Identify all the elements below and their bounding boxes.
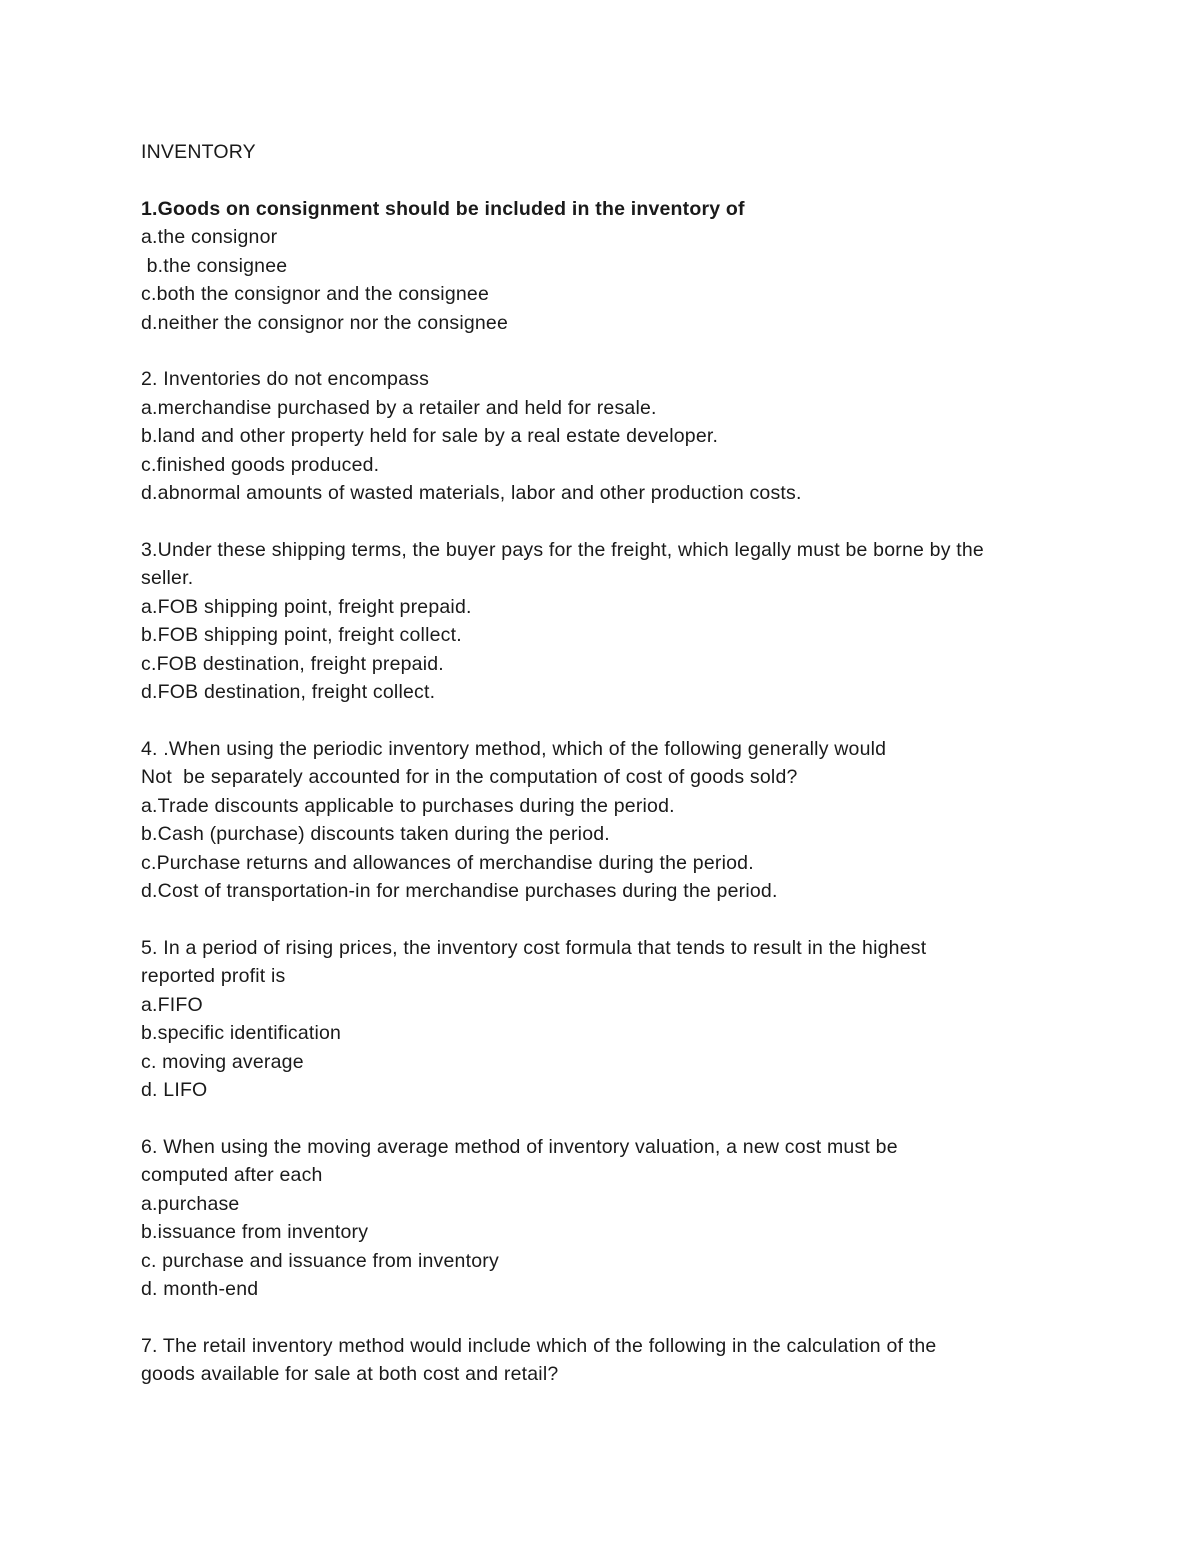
question-5-option-d: d. LIFO xyxy=(141,1079,208,1101)
document-page xyxy=(141,138,1071,1417)
document-title: INVENTORY xyxy=(141,141,256,163)
question-3-option-a: a.FOB shipping point, freight prepaid. xyxy=(141,595,472,618)
question-6-text-line-2: computed after each xyxy=(141,1164,323,1186)
question-3 xyxy=(141,536,1071,707)
question-2-option-a: a.merchandise purchased by a retailer and held for resale. xyxy=(141,396,657,419)
question-4-option-b: b.Cash (purchase) discounts taken during the period. xyxy=(141,823,610,845)
question-6-option-c: c. purchase and issuance from inventory xyxy=(141,1249,499,1272)
question-7-text-line-2: goods available for sale at both cost and retail? xyxy=(141,1363,559,1385)
question-2-option-c: c.finished goods produced. xyxy=(141,453,380,476)
question-3-option-b: b.FOB shipping point, freight collect. xyxy=(141,624,462,646)
question-4-option-d: d.Cost of transportation-in for merchandise purchases during the period. xyxy=(141,880,778,902)
question-2-text: 2. Inventories do not encompass xyxy=(141,368,430,390)
question-5 xyxy=(141,934,1071,1105)
question-4-text-line-2: Not be separately accounted for in the computation of cost of goods sold? xyxy=(141,766,798,788)
question-4 xyxy=(141,735,1071,906)
question-6 xyxy=(141,1133,1071,1304)
question-6-option-d: d. month-end xyxy=(141,1278,259,1300)
question-1 xyxy=(141,195,1071,338)
question-4-option-a: a.Trade discounts applicable to purchases during the period. xyxy=(141,794,675,817)
question-5-option-b: b.specific identification xyxy=(141,1022,342,1044)
question-3-text-line-2: seller. xyxy=(141,567,194,589)
question-3-option-c: c.FOB destination, freight prepaid. xyxy=(141,652,444,675)
question-3-text-line-1: 3.Under these shipping terms, the buyer pays for the freight, which legally must be borne by the xyxy=(141,538,984,561)
question-5-text-line-2: reported profit is xyxy=(141,965,286,987)
question-1-text: 1.Goods on consignment should be included in the inventory of xyxy=(141,197,745,220)
question-6-text-line-1: 6. When using the moving average method of inventory valuation, a new cost must be xyxy=(141,1135,898,1158)
question-3-option-d: d.FOB destination, freight collect. xyxy=(141,681,436,703)
question-6-option-a: a.purchase xyxy=(141,1192,240,1215)
question-2-option-b: b.land and other property held for sale by a real estate developer. xyxy=(141,425,719,447)
question-1-option-a: a.the consignor xyxy=(141,226,278,248)
question-2-option-d: d.abnormal amounts of wasted materials, labor and other production costs. xyxy=(141,482,802,504)
question-2 xyxy=(141,365,1071,508)
question-7-text-line-1: 7. The retail inventory method would include which of the following in the calculation of the xyxy=(141,1334,937,1357)
question-1-option-b: b.the consignee xyxy=(141,254,288,277)
question-5-text-line-1: 5. In a period of rising prices, the inventory cost formula that tends to result in the highest xyxy=(141,936,927,959)
question-1-option-c: c.both the consignor and the consignee xyxy=(141,283,490,305)
question-7 xyxy=(141,1332,1071,1389)
question-4-option-c: c.Purchase returns and allowances of merchandise during the period. xyxy=(141,851,754,874)
question-4-text-line-1: 4. .When using the periodic inventory method, which of the following generally would xyxy=(141,737,887,760)
question-5-option-c: c. moving average xyxy=(141,1050,304,1073)
question-6-option-b: b.issuance from inventory xyxy=(141,1221,369,1243)
question-5-option-a: a.FIFO xyxy=(141,993,203,1016)
question-1-option-d: d.neither the consignor nor the consignee xyxy=(141,311,509,334)
